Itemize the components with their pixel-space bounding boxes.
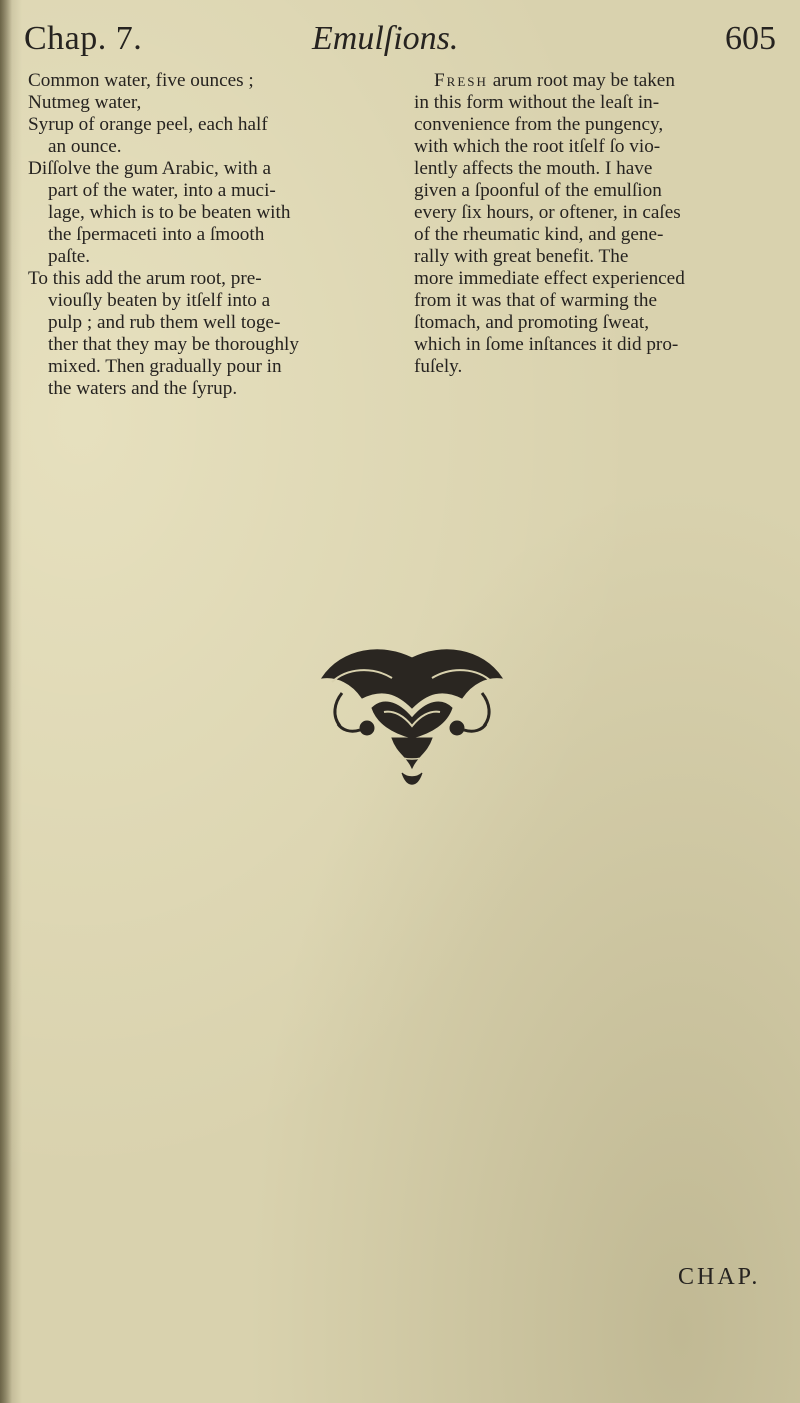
text-line: lently affects the mouth. I have [414, 158, 653, 179]
text-line: ſtomach, and promoting ſweat, [414, 312, 649, 333]
text-line: Diſſolve the gum Arabic, with a [28, 158, 271, 179]
text-line: with which the root itſelf ſo vio- [414, 136, 661, 157]
text-line-first [414, 70, 784, 92]
text-line: fuſely. [414, 356, 463, 377]
text-line: convenience from the pungency, [414, 114, 664, 135]
text-line: from it was that of warming the [414, 290, 657, 311]
lead-word: Fresh [434, 70, 488, 91]
text-line: Nutmeg water, [28, 92, 142, 113]
right-column [414, 70, 784, 378]
text-line: paſte. [48, 246, 91, 267]
text-line: To this add the arum root, pre- [28, 268, 262, 289]
text-line: rally with great benefit. The [414, 246, 629, 267]
text-line: the ſpermaceti into a ſmooth [48, 224, 265, 245]
text-line: mixed. Then gradually pour in [48, 356, 282, 377]
text-line: viouſly beaten by itſelf into a [48, 290, 271, 311]
running-title: Emulſions. [312, 20, 459, 57]
text-line: an ounce. [48, 136, 122, 157]
page-number: 605 [725, 20, 776, 57]
page-binding-shadow [0, 0, 12, 1403]
text-line: Syrup of orange peel, each half [28, 114, 268, 135]
text-line: the waters and the ſyrup. [48, 378, 238, 399]
catchword: CHAP. [678, 1264, 761, 1290]
chapter-label: Chap. 7. [24, 20, 143, 57]
text-line: more immediate effect experienced [414, 268, 685, 289]
text-line: pulp ; and rub them well toge- [48, 312, 281, 333]
text-line: every ſix hours, or oftener, in caſes [414, 202, 681, 223]
left-column [28, 70, 373, 400]
text-line: in this form without the leaſt in- [414, 92, 660, 113]
text-line: given a ſpoonful of the emulſion [414, 180, 662, 201]
text-line: lage, which is to be beaten with [48, 202, 291, 223]
text-line: of the rheumatic kind, and gene- [414, 224, 664, 245]
ornament-icon [312, 638, 512, 798]
text-line: part of the water, into a muci- [48, 180, 276, 201]
text-line: which in ſome inſtances it did pro- [414, 334, 679, 355]
text-line: ther that they may be thoroughly [48, 334, 299, 355]
text-line: Common water, five ounces ; [28, 70, 254, 91]
first-line-rest: arum root may be taken [487, 70, 675, 91]
running-header [24, 20, 776, 70]
